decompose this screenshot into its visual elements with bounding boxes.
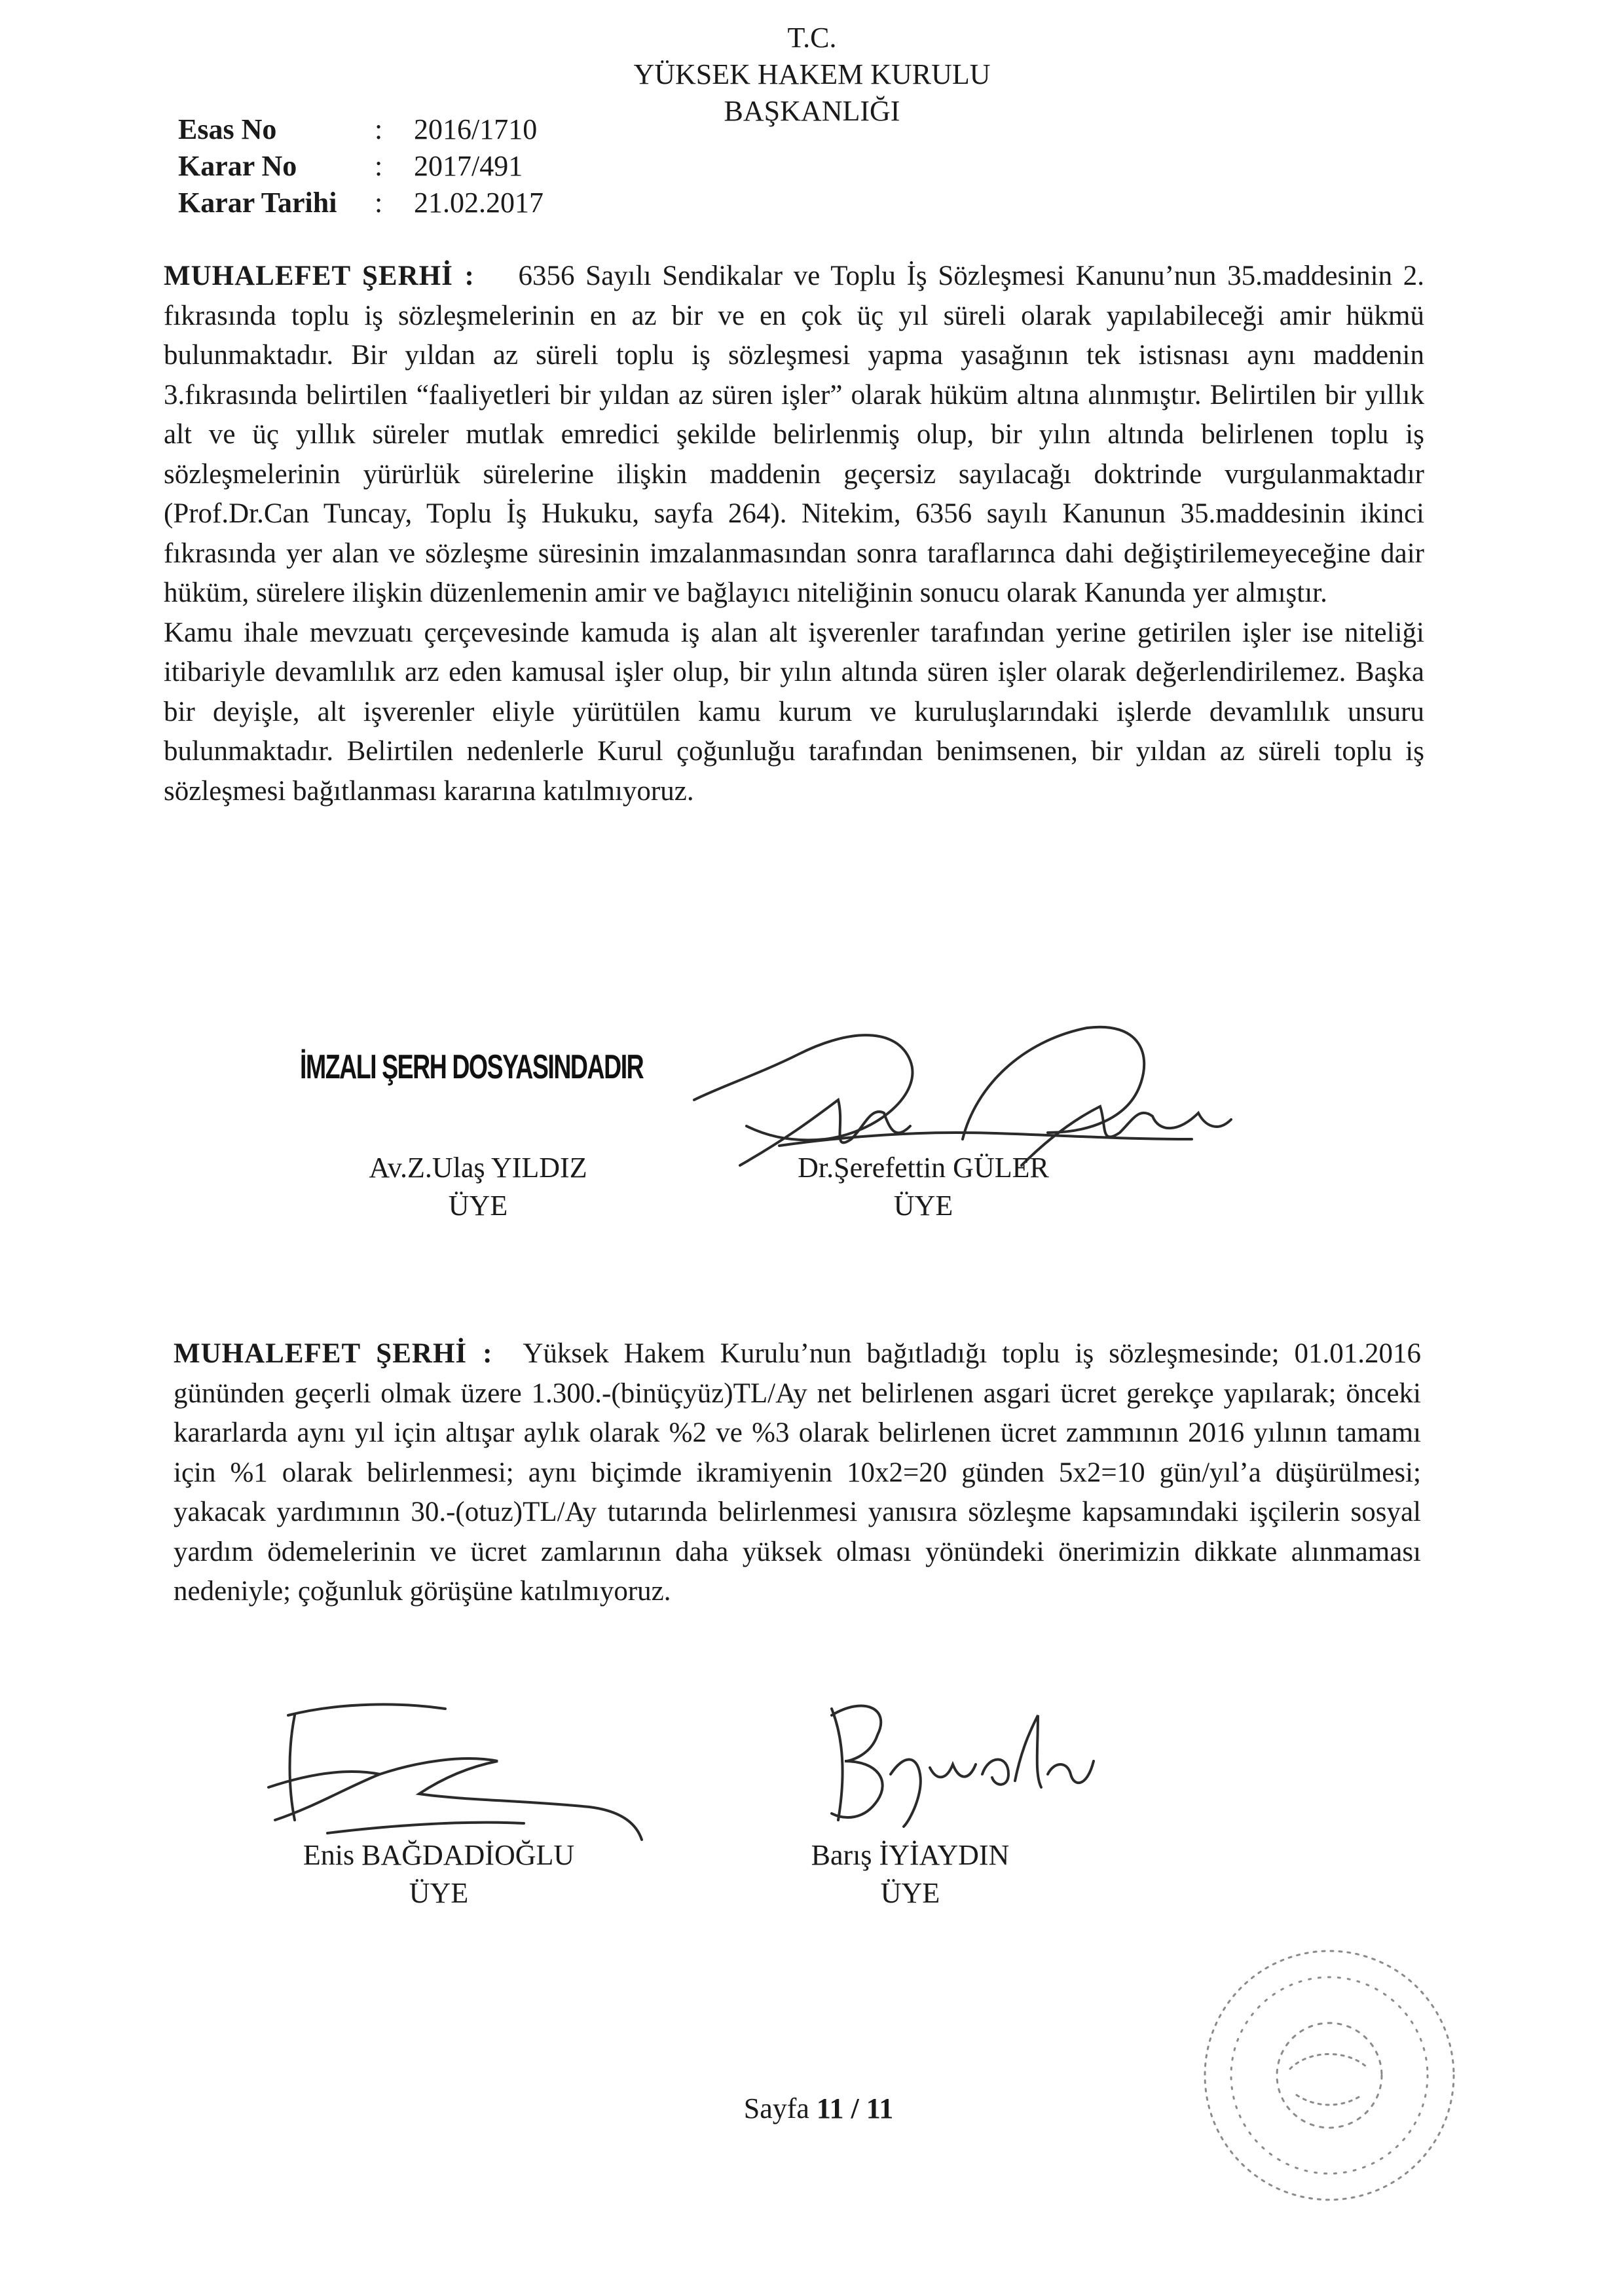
signatory-name: Dr.Şerefettin GÜLER (798, 1152, 1049, 1184)
dissent-heading: MUHALEFET ŞERHİ : (174, 1338, 493, 1369)
signatory-role: ÜYE (448, 1190, 508, 1222)
header-tc: T.C. (787, 22, 837, 54)
official-seal (1192, 1938, 1467, 2213)
meta-row-karar (178, 148, 610, 185)
dissent-heading: MUHALEFET ŞERHİ : (164, 261, 475, 291)
signatory-guler (773, 1149, 1074, 1225)
header-institution: YÜKSEK HAKEM KURULU (633, 58, 991, 90)
case-meta (178, 111, 610, 221)
dissent-opinion-2 (174, 1334, 1421, 1612)
page-number-value: 11 / 11 (816, 2092, 894, 2124)
meta-value: 21.02.2017 (414, 187, 544, 219)
header-presidency: BAŞKANLIĞI (724, 95, 900, 127)
dissent-paragraph (174, 1334, 1421, 1612)
signatory-role: ÜYE (893, 1190, 953, 1222)
signatory-role: ÜYE (880, 1877, 940, 1909)
signatory-bagdadioglu (268, 1836, 609, 1912)
page-number-prefix: Sayfa (743, 2092, 809, 2124)
signatory-yildiz (321, 1149, 635, 1225)
meta-colon: : (375, 187, 383, 219)
dissent-text: 6356 Sayılı Sendikalar ve Toplu İş Sözleşmesi Kanunu’nun 35.maddesinin 2. fıkrasında toplu iş sözleşmelerinin en az bir ve en çok üç yıl süreli olarak yapılabileceği amir hükmü bulunmaktadır. Bir yıldan az süreli toplu iş sözleşmesi yapma yasağının tek istisnası aynı maddenin 3.fıkrasında belirtilen “faaliyetleri bir yıldan az süren işler” olarak hüküm altına alınmıştır. Belirtilen bir yıllık alt ve üç yıllık süreler mutlak emredici şekilde belirlenmiş olup, bir yılın altında belirlenen toplu iş sözleşmelerinin yürürlük sürelerine ilişkin maddenin geçersiz sayılacağı doktrinde vurgulanmaktadır (Prof.Dr.Can Tuncay, Toplu İş Hukuku, sayfa 264). Nitekim, 6356 sayılı Kanunun 35.maddesinin ikinci fıkrasında yer alan ve sözleşme süresinin imzalanmasından sonra taraflarınca dahi değiştirilemeyeceğine dair hüküm, sürelere ilişkin düzenlemenin amir ve bağlayıcı niteliğinin sonucu olarak Kanunda yer almıştır. (164, 261, 1425, 608)
institution-header (589, 20, 1035, 130)
page-number (720, 2092, 917, 2125)
meta-row-tarih (178, 185, 610, 221)
signatory-role: ÜYE (409, 1877, 469, 1909)
signatory-name: Barış İYİAYDIN (811, 1839, 1010, 1871)
meta-colon: : (375, 113, 383, 145)
dissent-paragraph (164, 257, 1424, 613)
dissent-opinion-1 (164, 257, 1424, 811)
signatory-iyiaydin (773, 1836, 1048, 1912)
meta-label: Karar No (178, 150, 297, 182)
meta-label: Esas No (178, 113, 277, 145)
meta-value: 2016/1710 (414, 113, 538, 145)
signatory-name: Enis BAĞDADİOĞLU (303, 1839, 575, 1871)
dissent-paragraph: Kamu ihale mevzuatı çerçevesinde kamuda iş alan alt işverenler tarafından yerine getirilen işler ise niteliği itibariyle devamlılık arz eden kamusal işler olup, bir yılın altında süren işler olarak değerlendirilemez. Başka bir deyişle, alt işverenler eliyle yürütülen kamu kurum ve kuruluşlarındaki işlerde devamlılık unsuru bulunmaktadır. Belirtilen nedenlerle Kurul çoğunluğu tarafından benimsenen, bir yıldan az süreli toplu iş sözleşmesi bağıtlanması kararına katılmıyoruz. (164, 617, 1424, 807)
dissent-text: Yüksek Hakem Kurulu’nun bağıtladığı toplu iş sözleşmesinde; 01.01.2016 gününden geçerli olmak üzere 1.300.-(binüçyüz)TL/Ay net belirlenen asgari ücret gerekçe yapılarak; önceki kararlarda aynı yıl için altışar aylık olarak %2 ve %3 olarak belirlenen ücret zammının 2016 yılının tamamı için %1 olarak belirlenmesi; aynı biçimde ikramiyenin 10x2=20 günden 5x2=10 gün/yıl’a düşürülmesi; yakacak yardımının 30.-(otuz)TL/Ay tutarında belirlenmesi yanısıra sözleşme kapsamındaki işçilerin sosyal yardım ödemelerinin ve ücret zamlarının daha yüksek olması yönündeki önerimizin dikkate alınmaması nedeniyle; çoğunluk görüşüne katılmıyoruz. (174, 1338, 1422, 1607)
signed-on-file-stamp: İMZALI ŞERH DOSYASINDADIR (300, 1048, 644, 1086)
signature-iyiaydin-scribble (805, 1689, 1113, 1833)
signature-bagdadioglu-scribble (249, 1689, 655, 1846)
meta-label: Karar Tarihi (178, 187, 337, 219)
meta-colon: : (375, 150, 383, 182)
meta-value: 2017/491 (414, 150, 523, 182)
signatory-name: Av.Z.Ulaş YILDIZ (369, 1152, 587, 1184)
meta-row-esas (178, 111, 610, 148)
